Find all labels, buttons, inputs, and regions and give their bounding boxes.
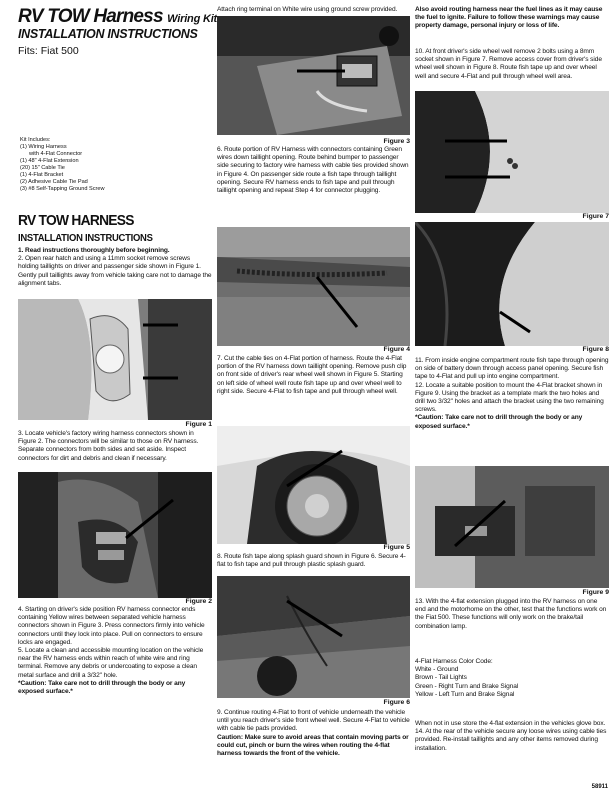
figure-7-caption: Figure 7 <box>582 213 609 220</box>
steps-11-12 <box>415 357 609 431</box>
kit-item: (20) 15" Cable Tie <box>20 165 65 171</box>
figure-9-image <box>415 466 609 588</box>
step-9-caution: Caution: Make sure to avoid areas that contain moving parts or could cut, pinch or burn the wires when routing the 4-flat harness towards the front of the vehicle. <box>217 733 409 758</box>
figure-4-caption: Figure 4 <box>383 346 410 353</box>
step-12-caution: *Caution: Take care not to drill through the body or any exposed surface.* <box>415 414 583 430</box>
step-13: 13. With the 4-flat extension plugged into the RV harness on one end and the motorhome on the other, test that the functions work on the Fiat 500. These functions will only work on the brake/tail combination lamp. <box>415 598 607 630</box>
document-code: 58911 <box>591 784 608 790</box>
fits-line: Fits: Fiat 500 <box>18 45 79 57</box>
figure-1-caption: Figure 1 <box>185 421 212 428</box>
kit-heading: Kit Includes: <box>20 137 51 143</box>
fuel-warning: Also avoid routing harness near the fuel lines as it may cause the fuel to ignite. Failure to follow these warnings may cause property damage, personal injury or loss of life. <box>415 6 603 30</box>
brand-sub: Wiring Kit <box>167 13 218 25</box>
step-7: 7. Cut the cable ties on 4-Flat portion of harness. Route the 4-Flat portion of the RV harness down taillight opening. Remove push clip on front side of driver's rear wheel well shown in Figure 5. Starting on left side of wheel well route fish tape up and over wheel well to right side. Secure 4-Flat to fish tape and pull through wheel well. <box>217 355 407 395</box>
doc-title: INSTALLATION INSTRUCTIONS <box>18 27 198 41</box>
brand-title <box>18 6 217 28</box>
kit-item: (1) 48" 4-Flat Extension <box>20 158 79 164</box>
figure-9-photo <box>415 466 609 588</box>
figure-5-image <box>217 426 410 544</box>
figure-7-image <box>415 91 609 213</box>
figure-8-caption: Figure 8 <box>582 346 609 353</box>
section-title: RV TOW HARNESS <box>18 212 134 229</box>
figure-3-caption: Figure 3 <box>383 138 410 145</box>
figure-5-photo <box>217 426 410 544</box>
figure-3-image <box>217 16 410 135</box>
figure-2-image <box>18 472 212 598</box>
kit-item: (2) Adhesive Cable Tie Pad <box>20 179 88 185</box>
step-5-caution: *Caution: Take care not to drill through the body or any exposed surface.* <box>18 679 186 696</box>
step-5b: Attach ring terminal on White wire using ground screw provided. <box>217 6 398 13</box>
kit-item: (3) #8 Self-Tapping Ground Screw <box>20 186 105 192</box>
steps-1-2 <box>18 247 212 288</box>
figure-5-caption: Figure 5 <box>383 544 410 551</box>
step-12: 12. Locate a suitable position to mount the 4-Flat bracket shown in Figure 9. Using the bracket as a template mark the two holes and drill two 3/32" holes and attach the bracket using the two remaining screws. <box>415 381 604 414</box>
figure-4-image <box>217 227 410 346</box>
step-1: 1. Read instructions thoroughly before beginning. <box>18 247 170 254</box>
figure-7-photo <box>415 91 609 213</box>
step-10: 10. At front driver's side wheel well remove 2 bolts using a 8mm socket shown in Figure 7. Remove access cover from driver's side wheel well shown in Figure 8. Route fish tape up and over wheel well and secure 4-Flat and pull through wheel well area. <box>415 48 602 80</box>
color-code-item: Yellow - Left Turn and Brake Signal <box>415 690 515 698</box>
step-9 <box>217 709 410 758</box>
figure-2-photo <box>18 472 212 598</box>
figure-2-caption: Figure 2 <box>185 598 212 605</box>
figure-6-image <box>217 576 410 698</box>
kit-item: (1) Wiring Harness <box>20 144 67 150</box>
step-8: 8. Route fish tape along splash guard shown in Figure 6. Secure 4-flat to fish tape and pull through plastic splash guard. <box>217 553 406 569</box>
figure-6-caption: Figure 6 <box>383 699 410 706</box>
step-6: 6. Route portion of RV Harness with connectors containing Green wires down taillight opening. Route behind bumper to passenger side securing to factory wire harness with cable ties provided shown in Figure 4. On passenger side route a fish tape through taillight opening. Secure RV harness ends to fish tape and pull through taillight opening and repeat Step 4 for connector plugging. <box>217 146 409 195</box>
step-5: 5. Locate a clean and accessible mounting location on the vehicle near the RV harness ends within reach of white wire and ring terminal. Remove any debris or undercoating to expose a clean metal surface and drill a 3/32" hole. <box>18 647 204 679</box>
color-code-item: Green - Right Turn and Brake Signal <box>415 682 519 690</box>
brand-name: RV TOW Harness <box>18 6 163 27</box>
steps-4-5 <box>18 606 212 696</box>
kit-item: (1) 4-Flat Bracket <box>20 172 64 178</box>
step-11: 11. From inside engine compartment route fish tape through opening on side of battery down through access panel opening. Secure fish tape to 4-Flat and pull up into engine compartment. <box>415 357 609 381</box>
step-2: 2. Open rear hatch and using a 11mm socket remove screws holding taillights on driver and passenger side shown in Figure 1. Gently pull taillights away from vehicle taking care not to damage the alignment tabs. <box>18 255 212 287</box>
section-subtitle: INSTALLATION INSTRUCTIONS <box>18 232 153 244</box>
figure-3-photo <box>217 16 410 135</box>
figure-9-caption: Figure 9 <box>582 589 609 596</box>
figure-6-photo <box>217 576 410 698</box>
figure-1-photo <box>18 299 212 420</box>
step-3: 3. Locate vehicle's factory wiring harness connectors shown in Figure 2. The connectors will be similar to those on RV harness. Separate connectors from both sides and set aside. Inspect connectors for dirt and debris and clean if necessary. <box>18 430 199 462</box>
figure-1-image <box>18 299 212 420</box>
storage-note: When not in use store the 4-flat extension in the vehicles glove box. <box>415 720 606 727</box>
storage-14 <box>415 720 609 753</box>
figure-8-image <box>415 222 609 346</box>
step-9-text: 9. Continue routing 4-Flat to front of vehicle underneath the vehicle until you reach driver's side front wheel well. Secure 4-Flat to vehicle with cable tie pads provided. <box>217 709 410 733</box>
step-14: 14. At the rear of the vehicle secure any loose wires using cable ties provided. Re-install taillights and any other items removed during installation. <box>415 728 607 752</box>
color-code-item: White - Ground <box>415 666 459 674</box>
color-code-title: 4-Flat Harness Color Code: <box>415 658 493 665</box>
figure-4-photo <box>217 227 410 346</box>
figure-8-photo <box>415 222 609 346</box>
color-code <box>415 658 609 699</box>
color-code-item: Brown - Tail Lights <box>415 674 467 682</box>
kit-item: with 4-Flat Connector <box>29 151 83 157</box>
kit-list <box>20 137 105 193</box>
step-4: 4. Starting on driver's side position RV harness connector ends containing Yellow wires between separated vehicle harness connectors shown in Figure 3. Press connectors firmly into vehicle connectors until they lock into place. Pull on connectors to ensure locks are engaged. <box>18 606 205 646</box>
